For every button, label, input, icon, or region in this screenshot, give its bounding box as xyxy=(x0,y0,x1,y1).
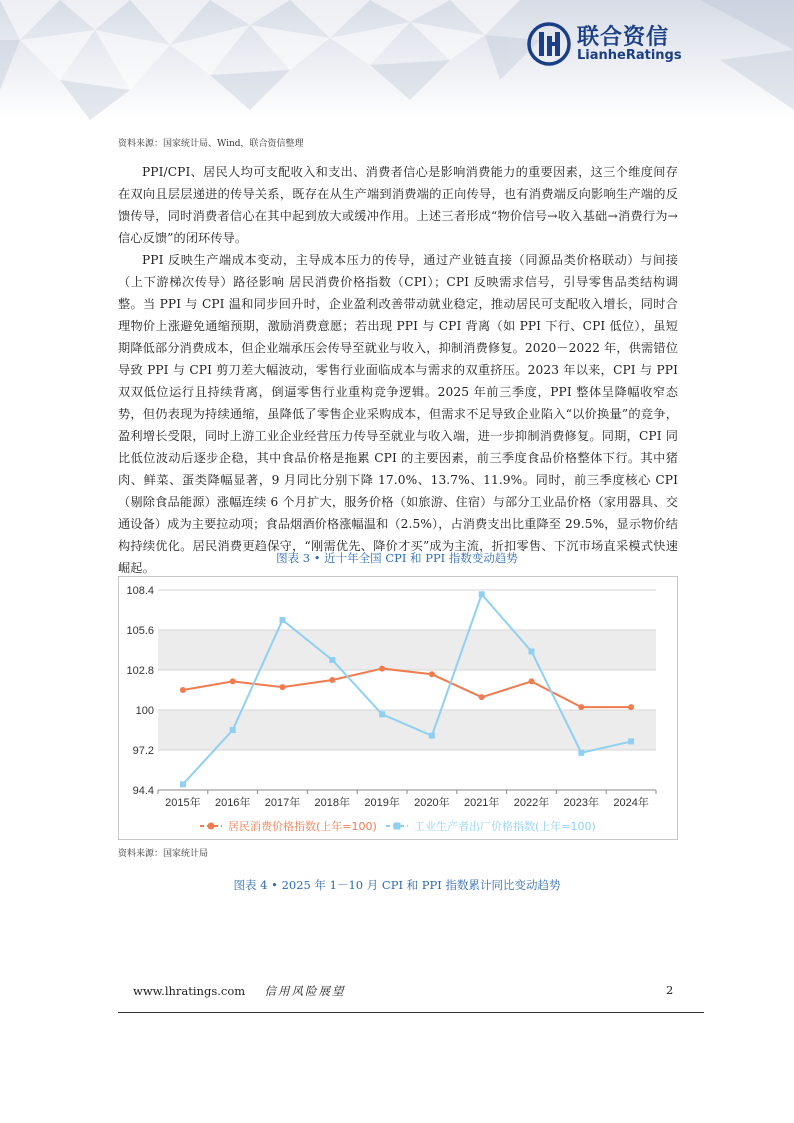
page-number: 2 xyxy=(666,983,674,997)
lianhe-logo-mark-icon xyxy=(527,22,571,66)
data-point xyxy=(578,750,584,756)
data-point xyxy=(529,678,535,684)
x-tick-label: 2018年 xyxy=(314,797,351,809)
data-point xyxy=(628,738,634,744)
data-point xyxy=(180,687,186,693)
y-tick-label: 100 xyxy=(135,705,154,717)
y-tick-label: 108.4 xyxy=(126,585,154,597)
data-point xyxy=(429,733,435,739)
x-tick-label: 2022年 xyxy=(513,797,550,809)
y-tick-label: 97.2 xyxy=(132,745,154,757)
footer-tagline: 信用风险展望 xyxy=(264,984,346,998)
data-point xyxy=(280,684,286,690)
data-point xyxy=(180,781,186,787)
data-point xyxy=(578,704,584,710)
grid-band xyxy=(158,590,656,630)
footer-divider xyxy=(118,1012,704,1013)
lianhe-logo xyxy=(527,20,697,68)
source-note-top: 资料来源：国家统计局、Wind，联合资信整理 xyxy=(118,139,304,149)
y-tick-label: 94.4 xyxy=(132,785,154,797)
data-point xyxy=(429,671,435,677)
data-point xyxy=(479,591,485,597)
x-tick-label: 2024年 xyxy=(613,797,649,809)
x-tick-label: 2023年 xyxy=(563,797,600,809)
logo-name-cn: 联合资信 xyxy=(577,25,670,50)
x-tick-label: 2017年 xyxy=(264,797,301,809)
data-point xyxy=(479,694,485,700)
footer-website: www.lhratings.com xyxy=(133,984,246,998)
data-point xyxy=(329,657,335,663)
legend-marker xyxy=(394,823,401,830)
legend-marker xyxy=(208,823,215,830)
data-point xyxy=(230,678,236,684)
x-tick-label: 2021年 xyxy=(463,797,500,809)
paragraph-2: PPI 反映生产端成本变动，主导成本压力的传导，通过产业链直接（同源品类价格联动）与间接（上下游梯次传导）路径影响 居民消费价格指数（CPI）；CPI 反映需求信号，引导零售品类结构调整。当 PPI 与 CPI 温和同步回升时，企业盈利改善带动就业稳定，推动居民可支配收入增长，同时合理物价上涨避免通缩预期，激励消费意愿；若出现 PPI 与 CPI 背离（如 PPI 下行、CPI 低位），虽短期降低部分消费成本，但企业端承压会传导至就业与收入，抑制消费修复。2020－2022 年，供需错位导致 PPI 与 CPI 剪刀差大幅波动，零售行业面临成本与需求的双重挤压。2023 年以来，CPI 与 PPI 双双低位运行且持续背离，倒逼零售行业重构竞争逻辑。2025 年前三季度，PPI 整体呈降幅收窄态势，但仍表现为持续通缩，虽降低了零售企业采购成本，但需求不足导致企业陷入“以价换量”的竞争，盈利增长受限，同时上游工业企业经营压力传导至就业与收入端，进一步抑制消费修复。同期，CPI 同比低位波动后逐步企稳，其中食品价格是拖累 CPI 的主要因素，前三季度食品价格整体下行。其中猪肉、鲜菜、蛋类降幅显著，9 月同比分别下降 17.0%、13.7%、11.9%。同时，前三季度核心 CPI（剔除食品能源）涨幅连续 6 个月扩大，服务价格（如旅游、住宿）与部分工业品价格（家用器具、交通设备）成为主要拉动项；食品烟酒价格涨幅温和（2.5%），占消费支出比重降至 29.5%，显示物价结构持续优化。居民消费更趋保守，“刚需优先、降价才买”成为主流，折扣零售、下沉市场直采模式快速崛起。 xyxy=(118,253,678,575)
legend-label: 工业生产者出厂价格指数(上年=100) xyxy=(414,820,596,833)
data-point xyxy=(529,648,535,654)
x-tick-label: 2020年 xyxy=(414,797,450,809)
x-tick-label: 2016年 xyxy=(214,797,251,809)
data-point xyxy=(379,666,385,672)
y-tick-label: 105.6 xyxy=(126,625,154,637)
grid-band xyxy=(158,670,656,710)
figure-3-title: 图表 3 • 近十年全国 CPI 和 PPI 指数变动趋势 xyxy=(276,551,518,565)
source-note-chart: 资料来源：国家统计局 xyxy=(118,849,209,859)
y-tick-label: 102.8 xyxy=(126,665,154,677)
grid-band xyxy=(158,630,656,670)
x-tick-label: 2019年 xyxy=(364,797,400,809)
figure-4-title: 图表 4 • 2025 年 1－10 月 CPI 和 PPI 指数累计同比变动趋势 xyxy=(233,878,561,892)
data-point xyxy=(329,677,335,683)
data-point xyxy=(230,727,236,733)
grid-band xyxy=(158,750,656,790)
logo-name-en: LianheRatings xyxy=(577,48,682,63)
paragraph-1: PPI/CPI、居民人均可支配收入和支出、消费者信心是影响消费能力的重要因素，这三个维度间存在双向且层层递进的传导关系，既存在从生产端到消费端的正向传导，也有消费端反向影响生产端的反馈传导，同时消费者信心在其中起到放大或缓冲作用。上述三者形成“物价信号→收入基础→消费行为→信心反馈”的闭环传导。 xyxy=(118,165,678,245)
data-point xyxy=(280,617,286,623)
cpi-ppi-line-chart xyxy=(118,576,678,840)
legend-label: 居民消费价格指数(上年=100) xyxy=(228,820,377,833)
x-tick-label: 2015年 xyxy=(165,797,201,809)
data-point xyxy=(379,711,385,717)
footer-left xyxy=(133,983,345,999)
data-point xyxy=(628,704,634,710)
